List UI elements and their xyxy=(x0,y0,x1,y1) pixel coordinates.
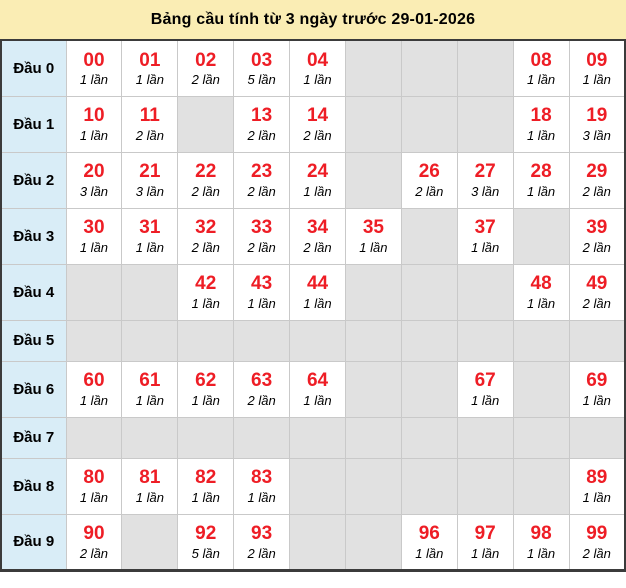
cell-empty xyxy=(122,320,178,361)
cell-92 xyxy=(178,514,234,570)
cell-37 xyxy=(457,208,513,264)
cell-empty xyxy=(290,458,346,514)
cell-43 xyxy=(234,264,290,320)
cell-22 xyxy=(178,152,234,208)
cell-count: 5 lần xyxy=(247,72,276,88)
cell-empty xyxy=(457,96,513,152)
cell-empty xyxy=(345,152,401,208)
cell-count: 1 lần xyxy=(79,72,109,88)
table-row xyxy=(1,417,625,458)
cell-empty xyxy=(401,361,457,417)
cell-23 xyxy=(234,152,290,208)
cell-count: 1 lần xyxy=(582,72,611,88)
cell-count: 2 lần xyxy=(582,240,611,256)
row-label: Đầu 4 xyxy=(1,264,66,320)
cell-empty xyxy=(401,417,457,458)
cell-number: 64 xyxy=(306,370,329,392)
cell-62 xyxy=(178,361,234,417)
table-row xyxy=(1,264,625,320)
cell-count: 2 lần xyxy=(247,184,276,200)
cell-03 xyxy=(234,40,290,96)
cell-number: 63 xyxy=(251,370,273,392)
cell-number: 34 xyxy=(306,217,329,239)
row-label: Đầu 1 xyxy=(1,96,66,152)
cell-01 xyxy=(122,40,178,96)
cell-count: 1 lần xyxy=(135,393,164,409)
cell-93 xyxy=(234,514,290,570)
cell-count: 1 lần xyxy=(303,296,332,312)
bridge-table xyxy=(0,39,626,572)
cell-number: 39 xyxy=(586,217,608,239)
cell-empty xyxy=(513,208,569,264)
table-row xyxy=(1,320,625,361)
cell-empty xyxy=(345,417,401,458)
cell-count: 2 lần xyxy=(247,128,276,144)
cell-11 xyxy=(122,96,178,152)
cell-number: 32 xyxy=(195,217,217,239)
table-row xyxy=(1,208,625,264)
cell-26 xyxy=(401,152,457,208)
cell-number: 14 xyxy=(306,105,329,127)
cell-empty xyxy=(66,417,122,458)
cell-02 xyxy=(178,40,234,96)
row-label: Đầu 0 xyxy=(1,40,66,96)
table-row xyxy=(1,361,625,417)
cell-31 xyxy=(122,208,178,264)
cell-number: 67 xyxy=(474,370,496,392)
cell-count: 2 lần xyxy=(79,545,109,561)
cell-count: 2 lần xyxy=(191,240,220,256)
cell-number: 80 xyxy=(83,467,105,489)
row-label: Đầu 3 xyxy=(1,208,66,264)
cell-count: 1 lần xyxy=(79,128,109,144)
cell-number: 28 xyxy=(530,161,552,183)
cell-count: 3 lần xyxy=(582,128,611,144)
cell-count: 2 lần xyxy=(191,72,220,88)
cell-69 xyxy=(569,361,625,417)
cell-empty xyxy=(457,458,513,514)
table-row xyxy=(1,96,625,152)
cell-empty xyxy=(122,264,178,320)
cell-count: 1 lần xyxy=(79,240,109,256)
cell-count: 1 lần xyxy=(247,296,276,312)
cell-27 xyxy=(457,152,513,208)
cell-18 xyxy=(513,96,569,152)
cell-28 xyxy=(513,152,569,208)
cell-empty xyxy=(401,40,457,96)
cell-count: 1 lần xyxy=(191,490,220,506)
cell-count: 2 lần xyxy=(582,296,611,312)
cell-count: 1 lần xyxy=(526,128,556,144)
cell-number: 09 xyxy=(586,49,608,71)
cell-67 xyxy=(457,361,513,417)
cell-count: 1 lần xyxy=(471,545,500,561)
cell-number: 10 xyxy=(83,105,105,127)
cell-14 xyxy=(290,96,346,152)
cell-number: 08 xyxy=(530,49,552,71)
cell-empty xyxy=(345,96,401,152)
cell-count: 1 lần xyxy=(79,393,109,409)
row-label: Đầu 7 xyxy=(1,417,66,458)
cell-count: 2 lần xyxy=(247,545,276,561)
cell-empty xyxy=(66,320,122,361)
cell-empty xyxy=(457,417,513,458)
cell-number: 20 xyxy=(83,161,105,183)
cell-49 xyxy=(569,264,625,320)
cell-number: 29 xyxy=(586,161,608,183)
cell-48 xyxy=(513,264,569,320)
cell-number: 61 xyxy=(139,370,161,392)
cell-count: 3 lần xyxy=(471,184,500,200)
cell-32 xyxy=(178,208,234,264)
cell-empty xyxy=(457,264,513,320)
cell-33 xyxy=(234,208,290,264)
cell-24 xyxy=(290,152,346,208)
cell-empty xyxy=(513,417,569,458)
cell-count: 1 lần xyxy=(135,72,164,88)
cell-empty xyxy=(401,458,457,514)
cell-number: 90 xyxy=(83,522,105,544)
table-row xyxy=(1,458,625,514)
row-label: Đầu 2 xyxy=(1,152,66,208)
cell-21 xyxy=(122,152,178,208)
cell-81 xyxy=(122,458,178,514)
cell-number: 35 xyxy=(362,217,384,239)
cell-count: 1 lần xyxy=(526,545,556,561)
cell-number: 43 xyxy=(251,273,273,295)
cell-empty xyxy=(290,514,346,570)
cell-19 xyxy=(569,96,625,152)
cell-empty xyxy=(122,417,178,458)
cell-number: 44 xyxy=(306,273,329,295)
cell-number: 82 xyxy=(195,467,217,489)
cell-29 xyxy=(569,152,625,208)
cell-number: 13 xyxy=(251,105,273,127)
cell-count: 1 lần xyxy=(526,296,556,312)
cell-count: 1 lần xyxy=(415,545,444,561)
cell-98 xyxy=(513,514,569,570)
cell-number: 21 xyxy=(139,161,161,183)
cell-20 xyxy=(66,152,122,208)
cell-number: 62 xyxy=(195,370,217,392)
cell-count: 1 lần xyxy=(526,72,556,88)
cell-number: 01 xyxy=(139,49,161,71)
cell-count: 2 lần xyxy=(582,184,611,200)
cell-number: 11 xyxy=(139,105,160,127)
cell-number: 49 xyxy=(586,273,608,295)
cell-number: 18 xyxy=(530,105,552,127)
cell-number: 42 xyxy=(195,273,217,295)
cell-30 xyxy=(66,208,122,264)
cell-empty xyxy=(569,320,625,361)
cell-count: 1 lần xyxy=(582,490,611,506)
cell-count: 1 lần xyxy=(135,490,164,506)
cell-count: 1 lần xyxy=(79,490,109,506)
cell-number: 30 xyxy=(83,217,105,239)
cell-count: 1 lần xyxy=(582,393,611,409)
cell-count: 1 lần xyxy=(303,393,332,409)
cell-count: 1 lần xyxy=(471,240,500,256)
cell-number: 33 xyxy=(251,217,273,239)
cell-empty xyxy=(513,361,569,417)
cell-empty xyxy=(234,320,290,361)
cell-count: 2 lần xyxy=(247,393,276,409)
cell-number: 24 xyxy=(306,161,329,183)
cell-number: 22 xyxy=(195,161,217,183)
cell-89 xyxy=(569,458,625,514)
cell-empty xyxy=(178,417,234,458)
cell-number: 97 xyxy=(474,522,496,544)
cell-number: 96 xyxy=(418,522,440,544)
cell-empty xyxy=(513,320,569,361)
cell-63 xyxy=(234,361,290,417)
cell-empty xyxy=(401,264,457,320)
cell-empty xyxy=(290,320,346,361)
cell-number: 27 xyxy=(474,161,496,183)
cell-empty xyxy=(345,458,401,514)
cell-number: 83 xyxy=(251,467,273,489)
cell-count: 1 lần xyxy=(526,184,556,200)
cell-empty xyxy=(345,514,401,570)
cell-count: 1 lần xyxy=(471,393,500,409)
cell-empty xyxy=(345,320,401,361)
cell-number: 98 xyxy=(530,522,552,544)
cell-count: 1 lần xyxy=(247,490,276,506)
cell-number: 19 xyxy=(586,105,608,127)
cell-42 xyxy=(178,264,234,320)
cell-number: 37 xyxy=(474,217,496,239)
cell-61 xyxy=(122,361,178,417)
cell-35 xyxy=(345,208,401,264)
cell-empty xyxy=(513,458,569,514)
cell-empty xyxy=(178,96,234,152)
cell-90 xyxy=(66,514,122,570)
cell-number: 69 xyxy=(586,370,608,392)
cell-count: 2 lần xyxy=(303,240,332,256)
cell-34 xyxy=(290,208,346,264)
row-label: Đầu 8 xyxy=(1,458,66,514)
cell-83 xyxy=(234,458,290,514)
cell-00 xyxy=(66,40,122,96)
cell-99 xyxy=(569,514,625,570)
cell-empty xyxy=(401,208,457,264)
cell-count: 3 lần xyxy=(135,184,164,200)
cell-80 xyxy=(66,458,122,514)
cell-64 xyxy=(290,361,346,417)
cell-number: 04 xyxy=(306,49,329,71)
cell-number: 00 xyxy=(83,49,105,71)
cell-82 xyxy=(178,458,234,514)
cell-60 xyxy=(66,361,122,417)
cell-count: 5 lần xyxy=(191,545,220,561)
cell-count: 2 lần xyxy=(135,128,164,144)
cell-count: 2 lần xyxy=(191,184,220,200)
cell-count: 2 lần xyxy=(415,184,444,200)
cell-empty xyxy=(569,417,625,458)
cell-13 xyxy=(234,96,290,152)
row-label: Đầu 6 xyxy=(1,361,66,417)
cell-empty xyxy=(457,320,513,361)
cell-number: 93 xyxy=(251,522,273,544)
cell-empty xyxy=(345,361,401,417)
cell-39 xyxy=(569,208,625,264)
table-row xyxy=(1,152,625,208)
cell-number: 03 xyxy=(251,49,273,71)
cell-count: 2 lần xyxy=(582,545,611,561)
cell-empty xyxy=(66,264,122,320)
cell-empty xyxy=(122,514,178,570)
cell-empty xyxy=(401,96,457,152)
cell-number: 99 xyxy=(586,522,608,544)
cell-count: 2 lần xyxy=(303,128,332,144)
cell-number: 89 xyxy=(586,467,608,489)
table-row xyxy=(1,514,625,570)
cell-09 xyxy=(569,40,625,96)
cell-44 xyxy=(290,264,346,320)
cell-04 xyxy=(290,40,346,96)
cell-number: 60 xyxy=(83,370,105,392)
cell-number: 26 xyxy=(418,161,440,183)
cell-number: 23 xyxy=(251,161,273,183)
page-title: Bảng cầu tính từ 3 ngày trước 29-01-2026 xyxy=(150,10,476,28)
cell-empty xyxy=(178,320,234,361)
cell-number: 48 xyxy=(530,273,552,295)
cell-count: 1 lần xyxy=(303,72,332,88)
cell-count: 1 lần xyxy=(191,393,220,409)
cell-count: 1 lần xyxy=(359,240,388,256)
row-label: Đầu 5 xyxy=(1,320,66,361)
cell-empty xyxy=(401,320,457,361)
cell-empty xyxy=(345,40,401,96)
cell-96 xyxy=(401,514,457,570)
cell-empty xyxy=(345,264,401,320)
cell-number: 31 xyxy=(139,217,161,239)
cell-count: 3 lần xyxy=(79,184,109,200)
cell-08 xyxy=(513,40,569,96)
cell-number: 92 xyxy=(195,522,217,544)
row-label: Đầu 9 xyxy=(1,514,66,570)
cell-empty xyxy=(290,417,346,458)
cell-count: 1 lần xyxy=(303,184,332,200)
table-row xyxy=(1,40,625,96)
title-bar xyxy=(0,0,626,39)
cell-count: 2 lần xyxy=(247,240,276,256)
cell-97 xyxy=(457,514,513,570)
cell-empty xyxy=(234,417,290,458)
cell-number: 81 xyxy=(139,467,161,489)
cell-number: 02 xyxy=(195,49,217,71)
cell-10 xyxy=(66,96,122,152)
cell-count: 1 lần xyxy=(135,240,164,256)
cell-count: 1 lần xyxy=(191,296,220,312)
cell-empty xyxy=(457,40,513,96)
